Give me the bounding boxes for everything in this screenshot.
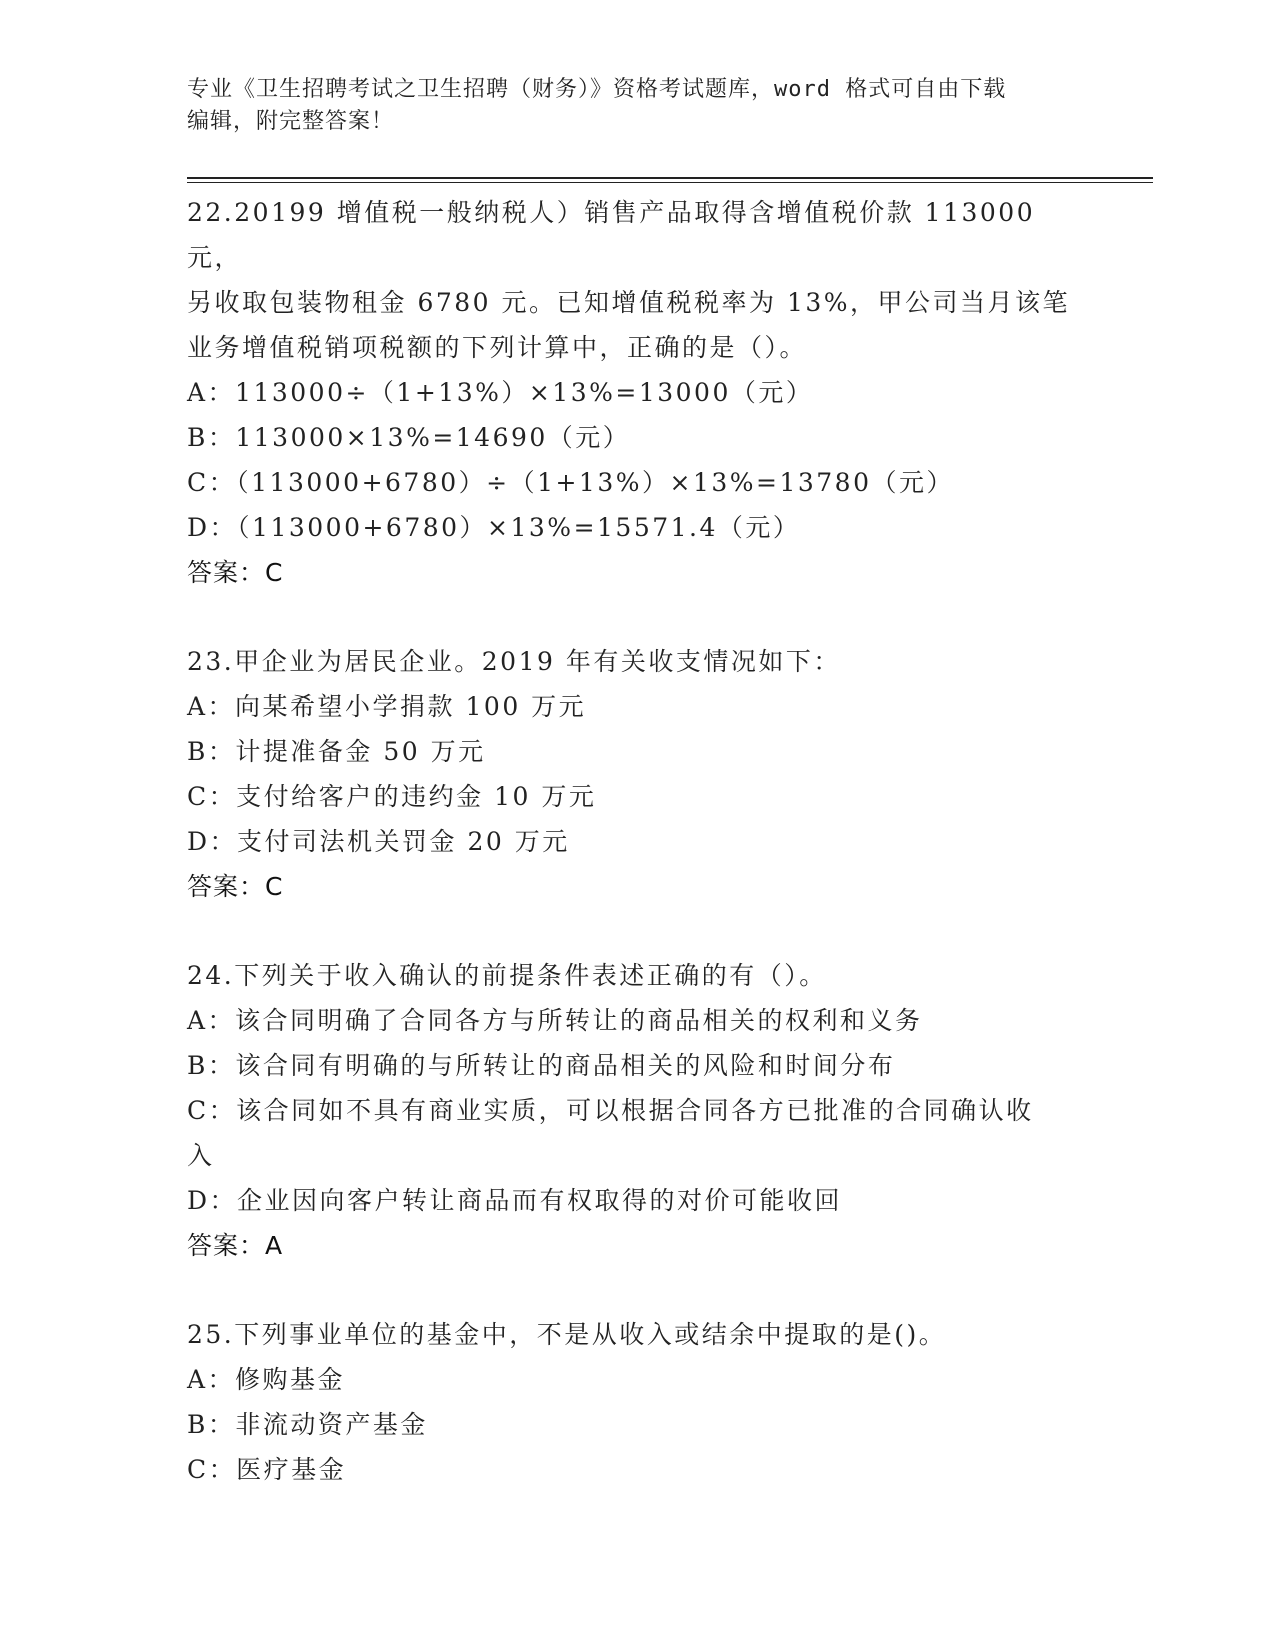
question-stem-line: 另收取包装物租金 6780 元。已知增值税税率为 13%，甲公司当月该笔	[187, 288, 1071, 317]
answer-label: 答案：C	[187, 872, 284, 901]
option-b: B：113000×13%=14690（元）	[187, 423, 631, 452]
header-divider-thick	[187, 177, 1153, 179]
option-d: D：支付司法机关罚金 20 万元	[187, 827, 570, 856]
question-24	[187, 953, 1087, 1268]
option-c: C：支付给客户的违约金 10 万元	[187, 782, 597, 811]
document-header	[187, 74, 1067, 138]
option-c: C：医疗基金	[187, 1455, 347, 1484]
option-d: D：（113000+6780）×13%=15571.4（元）	[187, 513, 801, 542]
question-23	[187, 639, 1087, 909]
option-b: B：非流动资产基金	[187, 1410, 428, 1439]
option-b: B：该合同有明确的与所转让的商品相关的风险和时间分布	[187, 1051, 896, 1080]
option-a: A：修购基金	[187, 1365, 346, 1394]
option-a: A：该合同明确了合同各方与所转让的商品相关的权利和义务	[187, 1006, 923, 1035]
option-c-continued: 入	[187, 1141, 215, 1170]
question-stem-line: 23.甲企业为居民企业。2019 年有关收支情况如下：	[187, 647, 841, 676]
question-25	[187, 1312, 1087, 1492]
answer-label: 答案：A	[187, 1231, 284, 1260]
option-a: A：113000÷（1+13%）×13%=13000（元）	[187, 378, 814, 407]
answer-label: 答案：C	[187, 558, 284, 587]
option-b: B：计提准备金 50 万元	[187, 737, 486, 766]
question-stem-line: 25.下列事业单位的基金中，不是从收入或结余中提取的是()。	[187, 1320, 947, 1349]
option-c: C：该合同如不具有商业实质，可以根据合同各方已批准的合同确认收	[187, 1096, 1034, 1125]
question-stem-line: 业务增值税销项税额的下列计算中，正确的是（）。	[187, 333, 808, 362]
option-d: D：企业因向客户转让商品而有权取得的对价可能收回	[187, 1186, 843, 1215]
header-divider-thin	[187, 182, 1153, 183]
question-22	[187, 190, 1087, 595]
question-stem-line: 22.20199 增值税一般纳税人）销售产品取得含增值税价款 113000 元，	[187, 198, 1046, 272]
question-list	[187, 190, 1087, 1536]
header-line-1: 专业《卫生招聘考试之卫生招聘（财务）》资格考试题库，word 格式可自由下载	[187, 77, 1007, 102]
question-stem-line: 24.下列关于收入确认的前提条件表述正确的有（）。	[187, 961, 827, 990]
header-line-2: 编辑，附完整答案！	[187, 109, 395, 134]
option-c: C：（113000+6780）÷（1+13%）×13%=13780（元）	[187, 468, 954, 497]
option-a: A：向某希望小学捐款 100 万元	[187, 692, 587, 721]
